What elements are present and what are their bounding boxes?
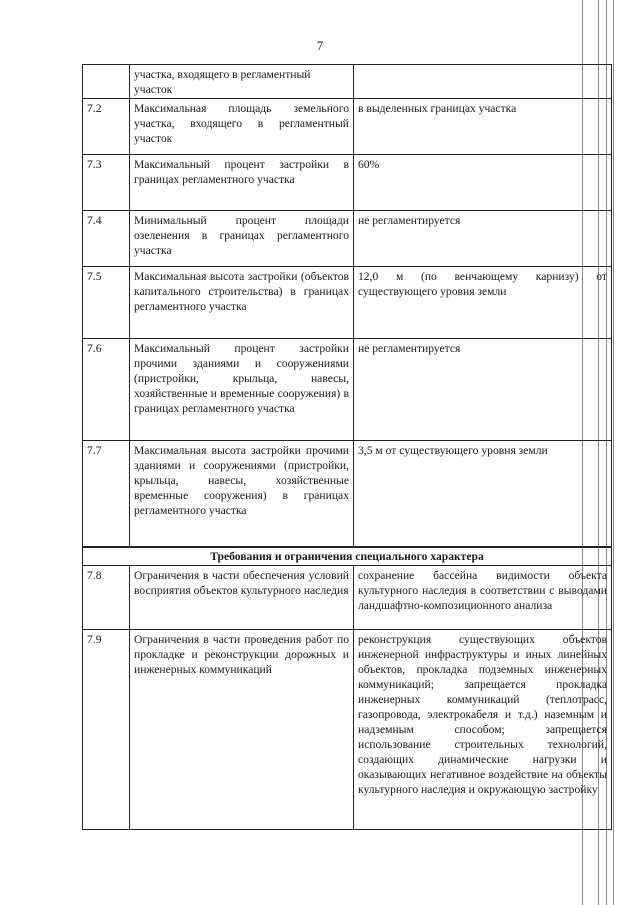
binder-line [613, 0, 614, 905]
row-number: 7.6 [83, 339, 130, 441]
table-row [83, 211, 612, 267]
regulations-table [82, 64, 612, 830]
row-number: 7.7 [83, 441, 130, 547]
value-cell [354, 65, 612, 99]
table-row [83, 629, 612, 829]
table-row [83, 65, 612, 99]
parameter-cell: Максимальная высота застройки прочими зданиями и сооружениями (пристройки, крыльца, навесы, хозяйственные временные сооружения) в границах регламентного участка [130, 441, 354, 547]
parameter-cell: Ограничения в части обеспечения условий восприятия объектов культурного наследия [130, 565, 354, 629]
value-cell: 60% [354, 155, 612, 211]
parameter-cell: Ограничения в части проведения работ по прокладке и реконструкции дорожных и инженерных коммуникаций [130, 629, 354, 829]
row-number: 7.8 [83, 565, 130, 629]
table-row [83, 155, 612, 211]
value-cell: в выделенных границах участка [354, 99, 612, 155]
section-header-row [83, 547, 612, 566]
value-cell: не регламентируется [354, 211, 612, 267]
table-row [83, 441, 612, 547]
table-row [83, 339, 612, 441]
parameter-text: участок [134, 83, 173, 96]
parameter-cell: Максимальный процент застройки прочими зданиями и сооружениями (пристройки, крыльца, навесы, хозяйственные и временные сооружения) в границах регламентного участка [130, 339, 354, 441]
table-row [83, 99, 612, 155]
value-cell: 3,5 м от существующего уровня земли [354, 441, 612, 547]
value-cell: не регламентируется [354, 339, 612, 441]
row-number: 7.3 [83, 155, 130, 211]
table-row [83, 267, 612, 339]
parameter-cell: Минимальный процент площади озеленения в границах регламентного участка [130, 211, 354, 267]
row-number: 7.5 [83, 267, 130, 339]
row-number: 7.9 [83, 629, 130, 829]
row-number [83, 65, 130, 99]
table-row [83, 565, 612, 629]
parameter-cell: Максимальный процент застройки в границах регламентного участка [130, 155, 354, 211]
section-title: Требования и ограничения специального характера [83, 547, 612, 566]
row-number: 7.2 [83, 99, 130, 155]
value-cell: сохранение бассейна видимости объекта культурного наследия в соответствии с выводами ландшафтно-композиционного анализа [354, 565, 612, 629]
page-number: 7 [316, 38, 324, 53]
parameter-cell: Максимальная высота застройки (объектов капитального строительства) в границах регламентного участка [130, 267, 354, 339]
row-number: 7.4 [83, 211, 130, 267]
parameter-text: участка, входящего в регламентный [134, 68, 311, 81]
parameter-cell: Максимальная площадь земельного участка, входящего в регламентный участок [130, 99, 354, 155]
value-cell: 12,0 м (по венчающему карнизу) от существующего уровня земли [354, 267, 612, 339]
value-cell: реконструкция существующих объектов инженерной инфраструктуры и иных линейных объектов, прокладка подземных инженерных коммуникаций; запрещается прокладка инженерных коммуникаций (теплотрасс, газопровода, электрокабеля и т.д.) наземным и надземным способом; запрещается использование строительных технологий, создающих динамические нагрузки и оказывающих негативное воздействие на объекты культурного наследия и окружающую застройку [354, 629, 612, 829]
parameter-cell [130, 65, 354, 99]
